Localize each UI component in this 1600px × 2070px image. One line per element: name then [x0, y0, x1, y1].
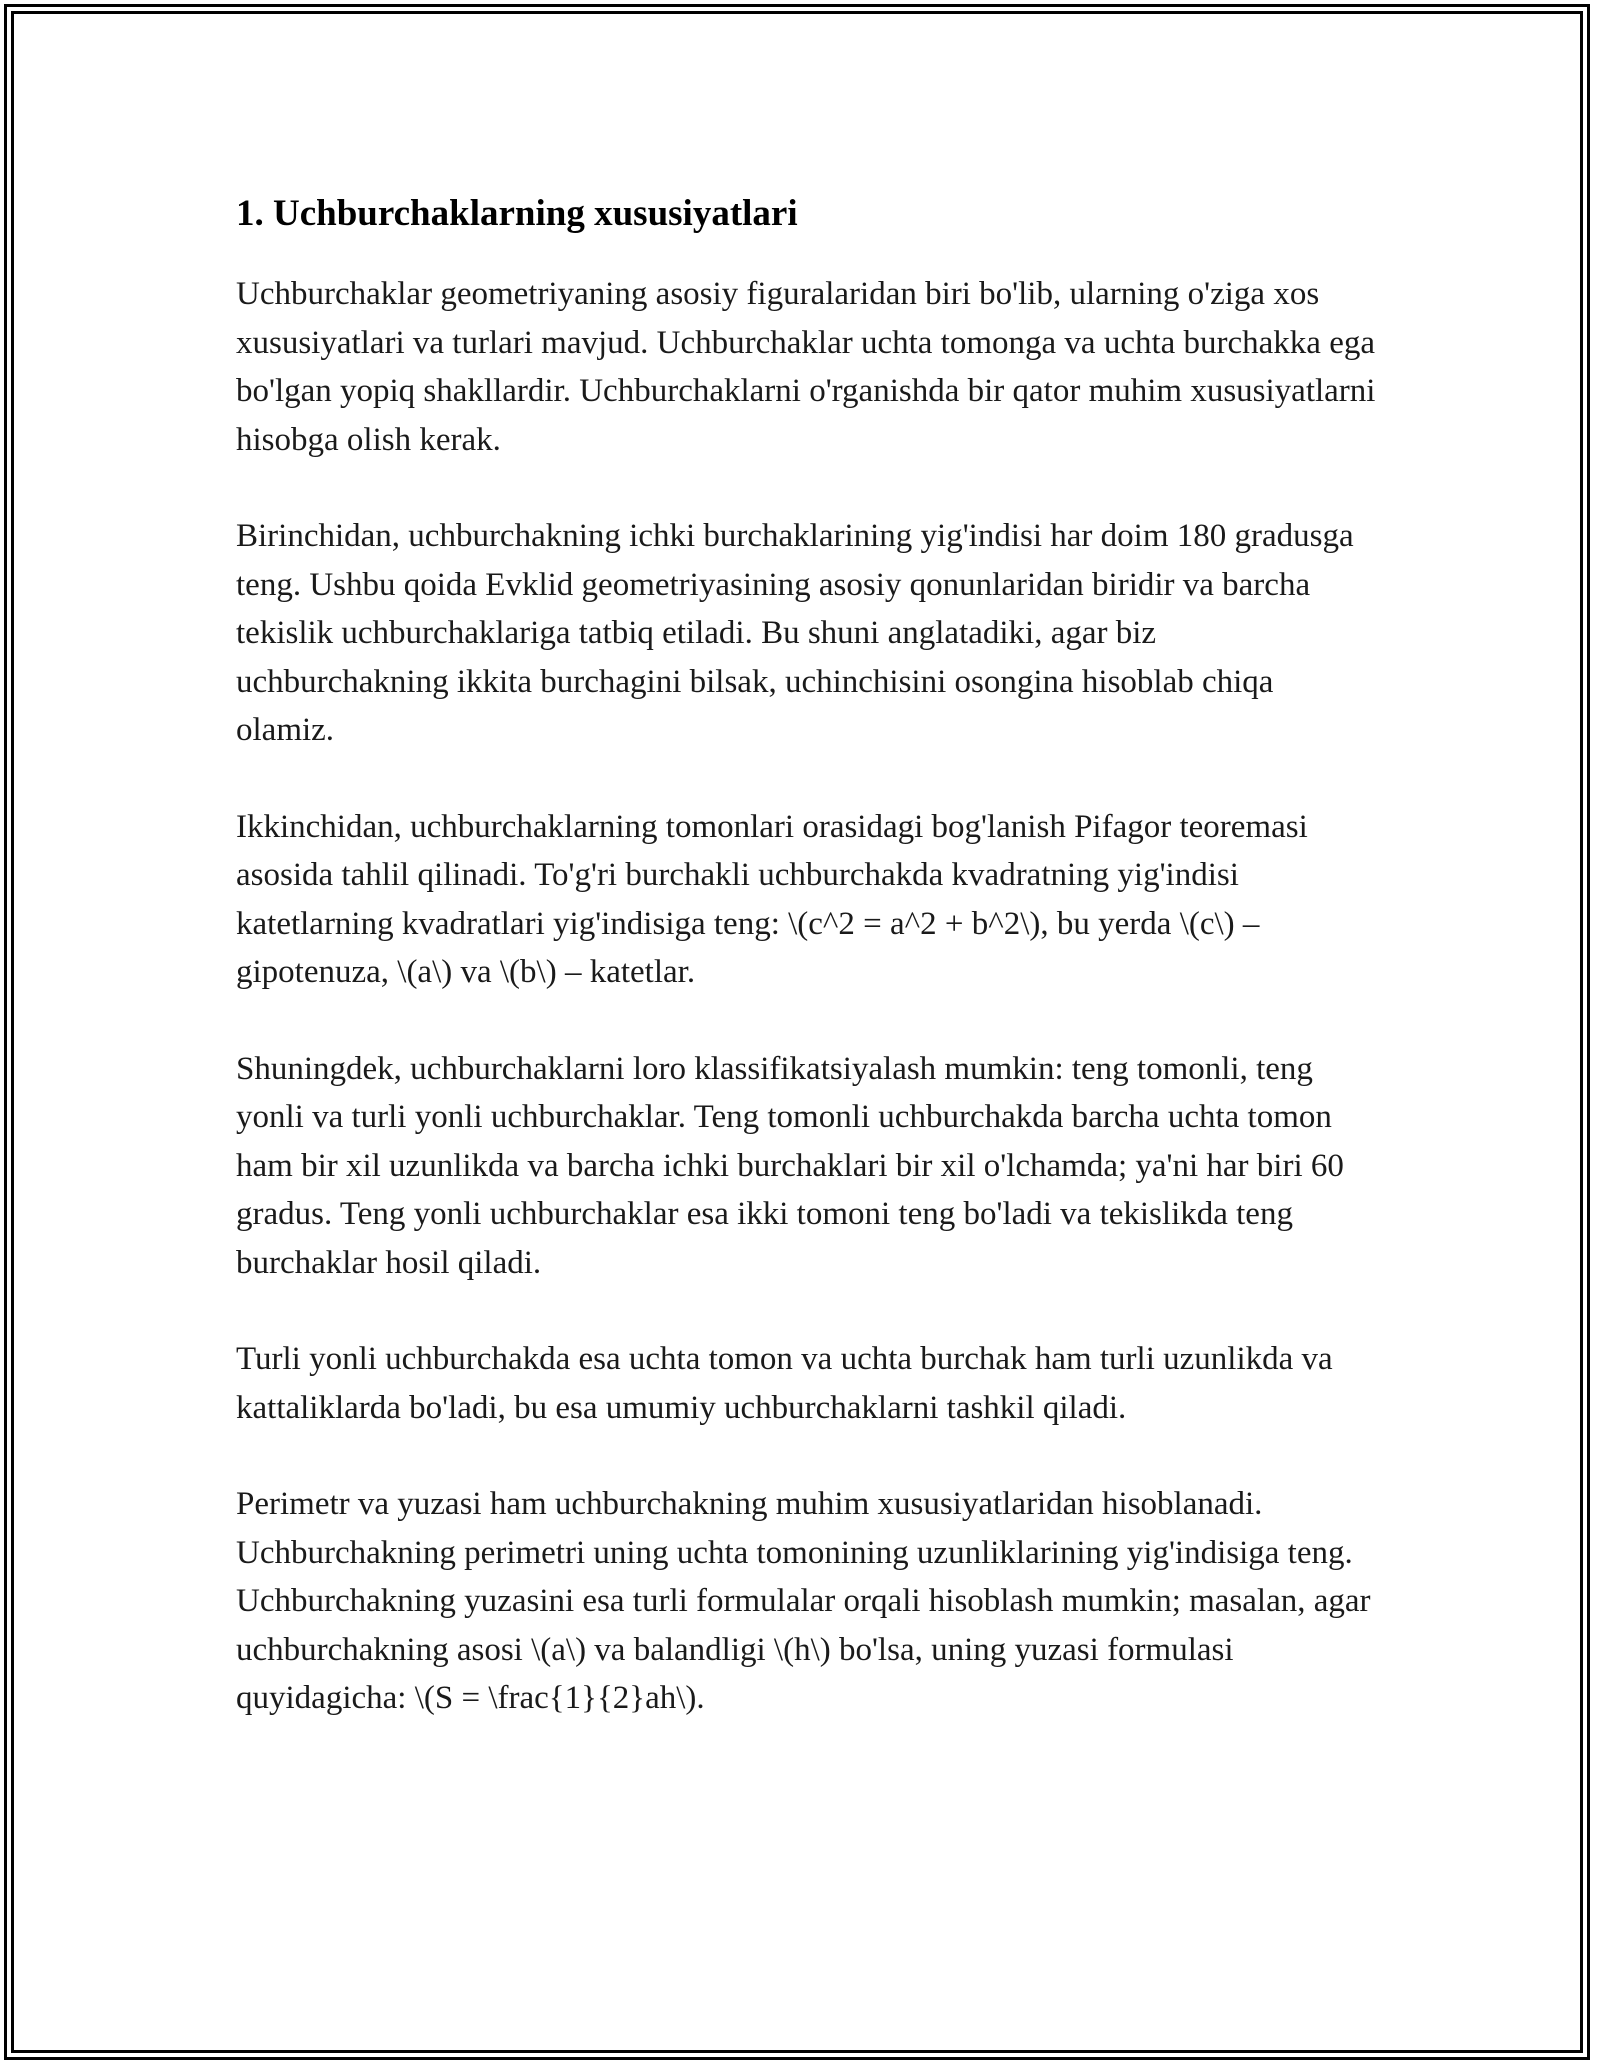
paragraph-angle-sum: Birinchidan, uchburchakning ichki burchaklarining yig'indisi har doim 180 gradusga teng. Ushbu qoida Evklid geometriyasining asosiy qonunlaridan biridir va barcha tekislik uchburchaklariga tatbiq etiladi. Bu shuni anglatadiki, agar biz uchburchakning ikkita burchagini bilsak, uchinchisini osongina hisoblab chiqa olamiz. [236, 518, 1354, 748]
paragraph-scalene: Turli yonli uchburchakda esa uchta tomon va uchta burchak ham turli uzunlikda va kattaliklarda bo'ladi, bu esa umumiy uchburchaklarni tashkil qiladi. [236, 1341, 1333, 1426]
paragraph-intro: Uchburchaklar geometriyaning asosiy figuralaridan biri bo'lib, ularning o'ziga xos xususiyatlari va turlari mavjud. Uchburchaklar uchta tomonga va uchta burchakka ega bo'lgan yopiq shakllardir. Uchburchaklarni o'rganishda bir qator muhim xususiyatlarni hisobga olish kerak. [236, 276, 1376, 458]
document-body [236, 188, 1376, 1771]
paragraph-perimeter-area: Perimetr va yuzasi ham uchburchakning muhim xususiyatlaridan hisoblanadi. Uchburchakning perimetri uning uchta tomonining uzunliklarining yig'indisiga teng. Uchburchakning yuzasini esa turli formulalar orqali hisoblash mumkin; masalan, agar uchburchakning asosi \(a\) va balandligi \(h\) bo'lsa, uning yuzasi formulasi quyidagicha: \(S = \frac{1}{2}ah\). [236, 1486, 1371, 1716]
document-title: 1. Uchburchaklarning xususiyatlari [236, 193, 798, 234]
paragraph-classification: Shuningdek, uchburchaklarni loro klassifikatsiyalash mumkin: teng tomonli, teng yonli va turli yonli uchburchaklar. Teng tomonli uchburchakda barcha uchta tomon ham bir xil uzunlikda va barcha ichki burchaklari bir xil o'lchamda; ya'ni har biri 60 gradus. Teng yonli uchburchaklar esa ikki tomoni teng bo'ladi va tekislikda teng burchaklar hosil qiladi. [236, 1050, 1344, 1281]
paragraph-pythagoras: Ikkinchidan, uchburchaklarning tomonlari orasidagi bog'lanish Pifagor teoremasi asosida tahlil qilinadi. To'g'ri burchakli uchburchakda kvadratning yig'indisi katetlarning kvadratlari yig'indisiga teng: \(c^2 = a^2 + b^2\), bu yerda \(c\) – gipotenuza, \(a\) va \(b\) – katetlar. [236, 808, 1308, 990]
